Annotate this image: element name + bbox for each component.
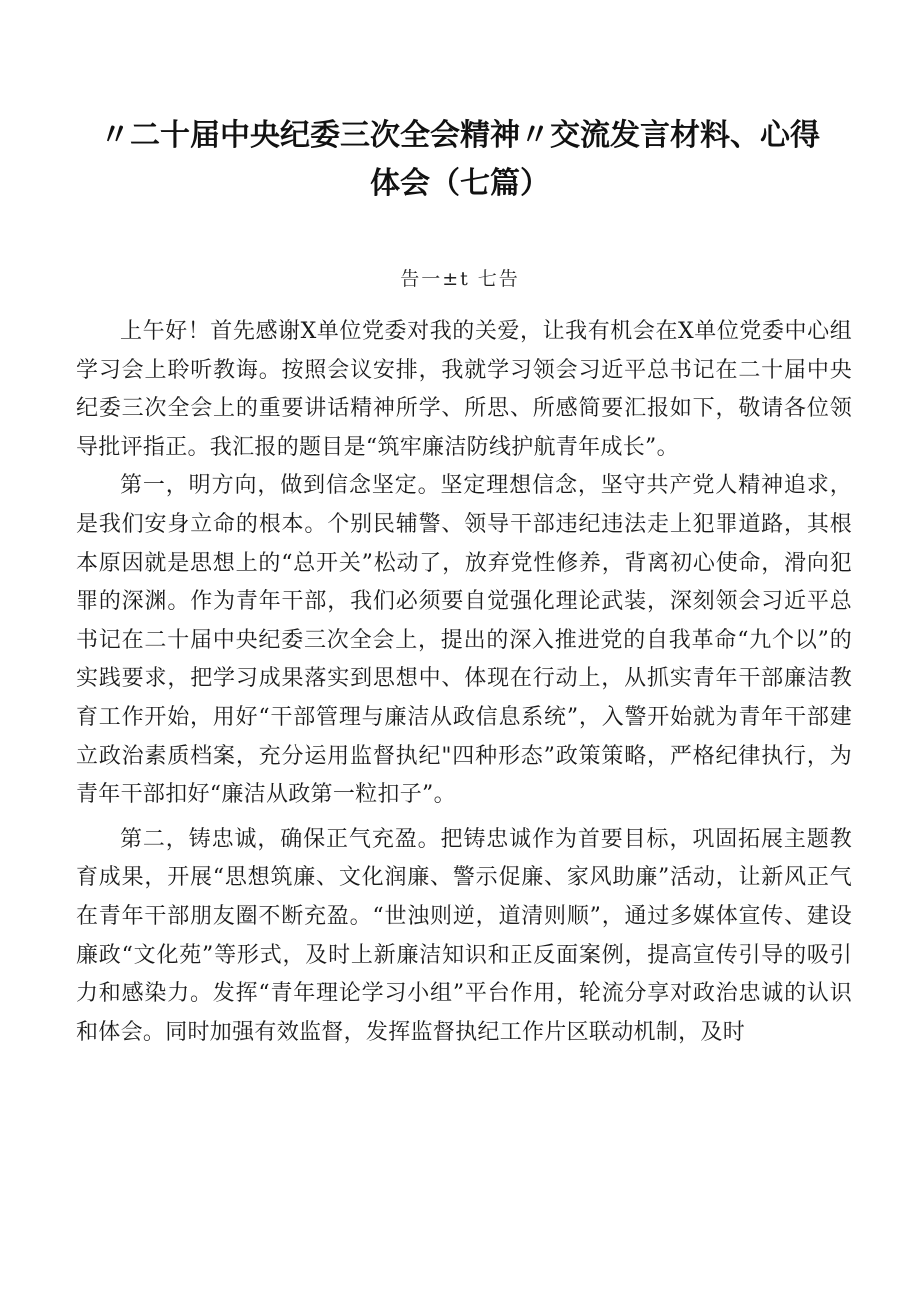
section-heading: 告一±t 七告: [400, 268, 520, 290]
document-title-line-1: 〃二十届中央纪委三次全会精神〃交流发言材料、心得: [100, 118, 820, 153]
document-body: [76, 313, 852, 1052]
paragraph-intro: 上午好！首先感谢X单位党委对我的关爱，让我有机会在X单位党委中心组学习会上聆听教诲。按照会议安排，我就学习领会习近平总书记在二十届中央纪委三次全会上的重要讲话精神所学、所思、所感简要汇报如下，敬请各位领导批评指正。我汇报的题目是“筑牢廉洁防线护航青年成长”。: [76, 319, 852, 460]
paragraph-second-point: 第二，铸忠诚，确保正气充盈。把铸忠诚作为首要目标，巩固拓展主题教育成果，开展“思想筑廉、文化润廉、警示促廉、家风助廉”活动，让新风正气在青年干部朋友圈不断充盈。“世浊则逆，道清则顺”，通过多媒体宣传、建设廉政“文化苑”等形式，及时上新廉洁知识和正反面案例，提高宣传引导的吸引力和感染力。发挥“青年理论学习小组”平台作用，轮流分享对政治忠诚的认识和体会。同时加强有效监督，发挥监督执纪工作片区联动机制，及时: [76, 826, 852, 1045]
paragraph-first-point: 第一，明方向，做到信念坚定。坚定理想信念，坚守共产党人精神追求，是我们安身立命的根本。个别民辅警、领导干部违纪违法走上犯罪道路，其根本原因就是思想上的“总开关”松动了，放弃党性修养，背离初心使命，滑向犯罪的深渊。作为青年干部，我们必须要自觉强化理论武装，深刻领会习近平总书记在二十届中央纪委三次全会上，提出的深入推进党的自我革命“九个以”的实践要求，把学习成果落实到思想中、体现在行动上，从抓实青年干部廉洁教育工作开始，用好“干部管理与廉洁从政信息系统”，入警开始就为青年干部建立政治素质档案，充分运用监督执纪"四种形态”政策策略，严格纪律执行，为青年干部扣好“廉洁从政第一粒扣子”。: [76, 473, 852, 808]
document-title-line-2: 体会（七篇）: [370, 166, 550, 201]
document-title: [60, 112, 860, 208]
